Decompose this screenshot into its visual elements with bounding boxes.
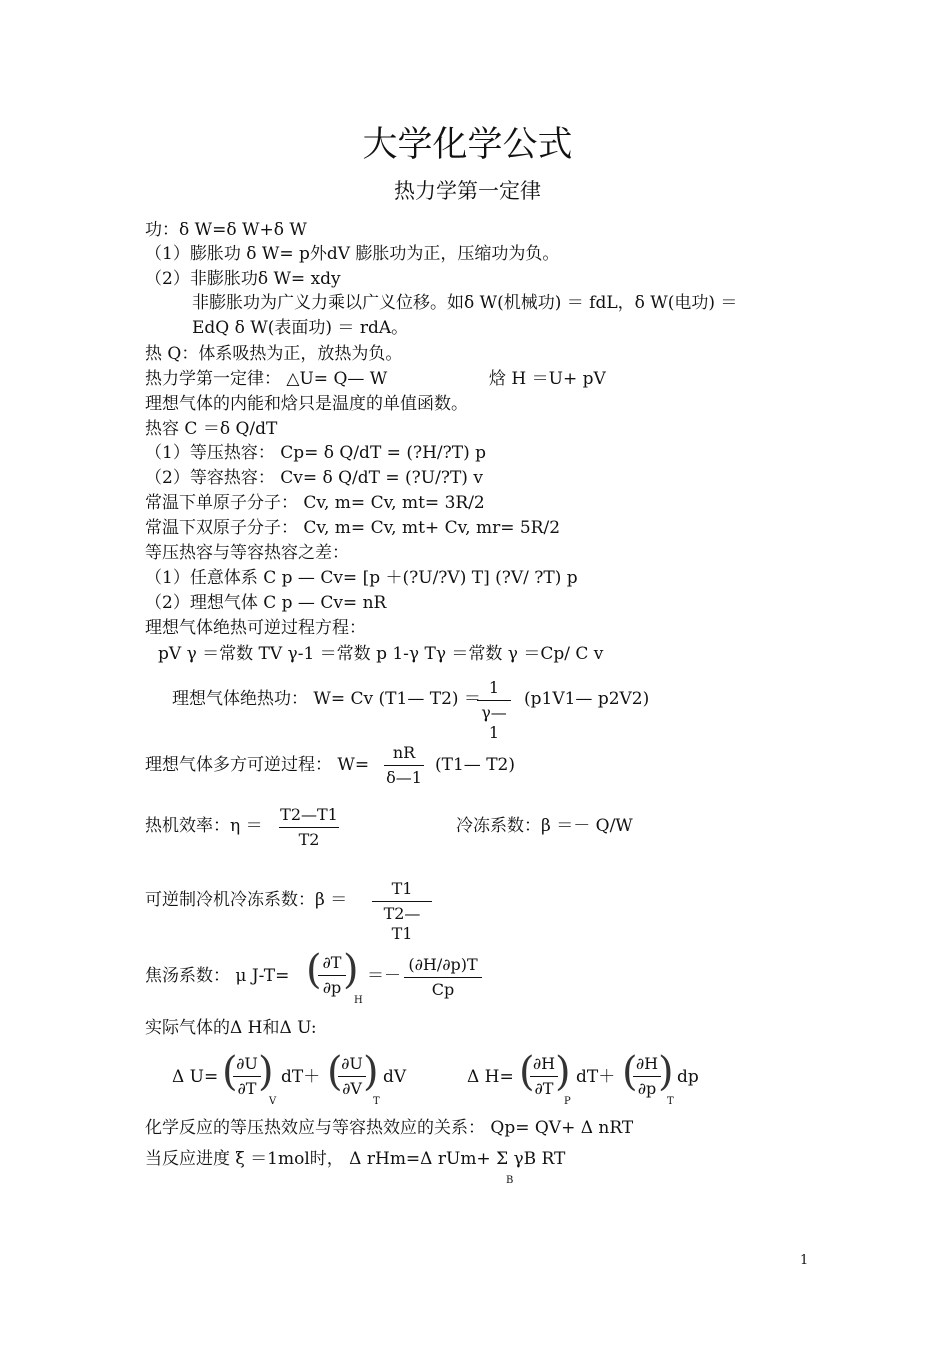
- paren-right: ): [258, 1049, 274, 1095]
- subscript-P: P: [564, 1096, 571, 1107]
- paren-left: (: [622, 1049, 638, 1095]
- paren-right: ): [555, 1049, 571, 1095]
- real-gas-heading: 实际气体的Δ H和Δ U:: [145, 1018, 317, 1038]
- cv-definition: （2）等容热容： Cv= δ Q/dT = (?U/?T) v: [145, 468, 483, 488]
- subscript-T: T: [667, 1096, 674, 1107]
- polytropic-process: 理想气体多方可逆过程： W=: [145, 755, 370, 775]
- reaction-extent-relation: 当反应进度 ξ ＝1mol时， Δ rHm=Δ rUm+ Σ γB RT: [145, 1149, 566, 1169]
- paren-right: ): [658, 1049, 674, 1095]
- paren-left: (: [306, 947, 322, 993]
- fraction-dH-dp: ∂H ∂p: [633, 1054, 661, 1099]
- section-subtitle: 热力学第一定律: [394, 179, 541, 203]
- fraction-dU-dV: ∂U ∂V: [338, 1054, 366, 1099]
- diatomic-cv: 常温下双原子分子： Cv, m= Cv, mt+ Cv, mr= 5R/2: [145, 518, 561, 538]
- non-expansion-work: （2）非膨胀功δ W= xdy: [145, 269, 341, 289]
- work-definition: 功：δ W=δ W+δ W: [145, 220, 307, 240]
- subscript-T: T: [373, 1096, 380, 1107]
- fraction-dT-dp: ∂T ∂p: [318, 953, 346, 998]
- cp-definition: （1）等压热容： Cp= δ Q/dT = (?H/?T) p: [145, 443, 487, 463]
- dV-term: dV: [383, 1067, 407, 1087]
- sum-index: B: [506, 1175, 514, 1186]
- paren-left: (: [519, 1049, 535, 1095]
- fraction-dH-dT: ∂H ∂T: [530, 1054, 558, 1099]
- page-title: 大学化学公式: [362, 125, 573, 165]
- adiabatic-work: 理想气体绝热功： W= Cv (T1— T2) ＝: [172, 689, 481, 709]
- paren-right: ): [363, 1049, 379, 1095]
- cp-cv-ideal: （2）理想气体 C p — Cv= nR: [145, 593, 387, 613]
- expansion-work: （1）膨胀功 δ W= p外dV 膨胀功为正，压缩功为负。: [145, 244, 560, 264]
- fraction-efficiency: T2—T1 T2: [280, 805, 338, 849]
- qp-qv-relation: 化学反应的等压热效应与等容热效应的关系： Qp= QV+ Δ nRT: [145, 1118, 634, 1138]
- adiabatic-work-pv: (p1V1— p2V2): [524, 689, 650, 709]
- dT-plus: dT＋: [281, 1067, 321, 1087]
- adiabatic-heading: 理想气体绝热可逆过程方程：: [145, 618, 366, 638]
- paren-right: ): [343, 947, 359, 993]
- fraction-refrigerator: T1 T2— T1: [372, 879, 432, 944]
- fraction-nR-over-delta: nR δ—1: [384, 743, 424, 788]
- paren-left: (: [327, 1049, 343, 1095]
- paren-left: (: [222, 1049, 238, 1095]
- non-expansion-work-note: 非膨胀功为广义力乘以广义位移。如δ W(机械功) ＝ fdL，δ W(电功) ＝: [192, 293, 738, 313]
- fraction-dH-dp-over-Cp: (∂H/∂p)T Cp: [404, 955, 482, 1000]
- delta-h-label: Δ H=: [467, 1067, 514, 1087]
- cp-cv-difference-heading: 等压热容与等容热容之差：: [145, 543, 349, 563]
- heat-capacity: 热容 C ＝δ Q/dT: [145, 419, 278, 439]
- dT-plus-h: dT＋: [576, 1067, 616, 1087]
- dp-term: dp: [677, 1067, 699, 1087]
- fraction-1-over-gamma: 1 γ—1: [477, 678, 511, 743]
- cp-cv-general: （1）任意体系 C p — Cv= [p ＋(?U/?V) T] (?V/ ?T) p: [145, 568, 578, 588]
- ideal-gas-note: 理想气体的内能和焓只是温度的单值函数。: [145, 394, 468, 414]
- enthalpy-definition: 焓 H ＝U+ pV: [489, 369, 606, 389]
- reversible-refrigerator: 可逆制冷机冷冻系数：β ＝: [145, 890, 348, 910]
- jt-equals-minus: ＝－: [367, 966, 401, 986]
- refrigeration-coefficient: 冷冻系数：β ＝－ Q/W: [456, 816, 633, 836]
- joule-thomson-coefficient: 焦汤系数： μ J-T=: [145, 966, 290, 986]
- surface-work: EdQ δ W(表面功) ＝ rdA。: [192, 318, 409, 338]
- heat-definition: 热 Q：体系吸热为正，放热为负。: [145, 344, 403, 364]
- page-number: 1: [800, 1253, 809, 1268]
- subscript-V: V: [269, 1096, 277, 1107]
- polytropic-temps: (T1— T2): [435, 755, 515, 775]
- adiabatic-equations: pV γ ＝常数 TV γ-1 ＝常数 p 1-γ Tγ ＝常数 γ ＝Cp/ C v: [158, 644, 604, 664]
- first-law: 热力学第一定律： △U= Q— W: [145, 369, 388, 389]
- fraction-dU-dT: ∂U ∂T: [233, 1054, 261, 1099]
- monatomic-cv: 常温下单原子分子： Cv, m= Cv, mt= 3R/2: [145, 493, 485, 513]
- subscript-H: H: [354, 995, 363, 1006]
- engine-efficiency: 热机效率：η ＝: [145, 816, 263, 836]
- delta-u-label: Δ U=: [172, 1067, 219, 1087]
